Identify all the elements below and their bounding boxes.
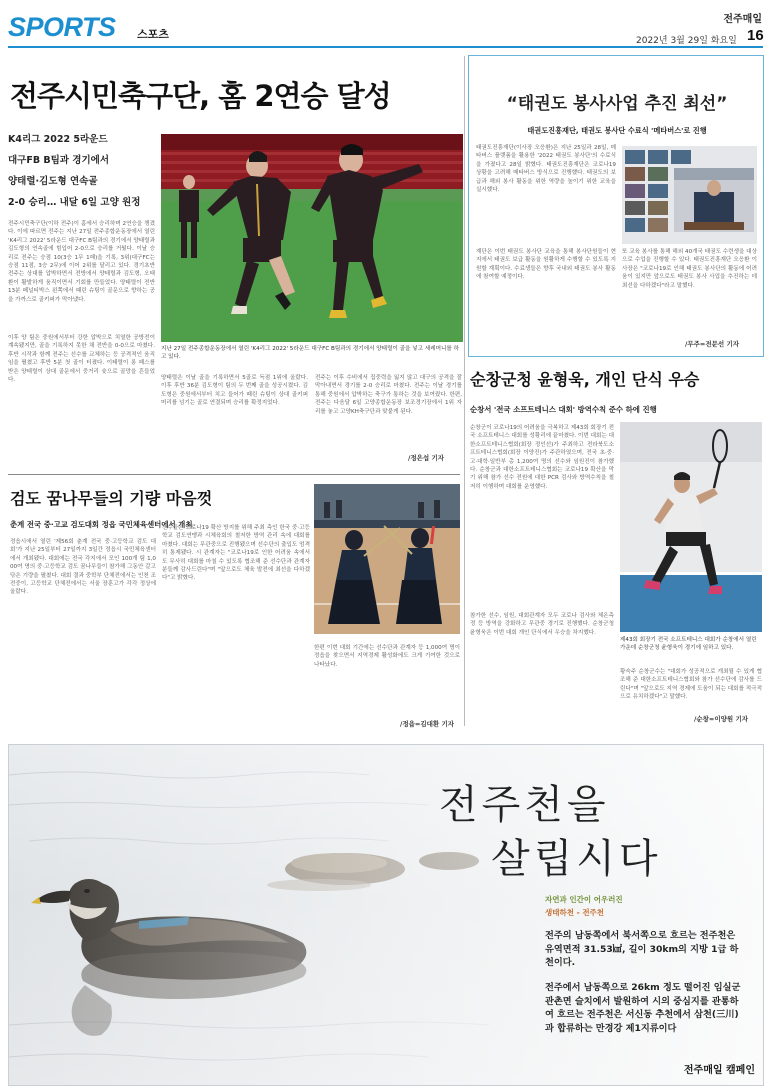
subheadline: 순창서 '전국 소프트테니스 대회' 방역수칙 준수 하에 진행 (470, 405, 657, 414)
subheadline: 2-0 승리… 내달 6일 고양 원정 (8, 197, 141, 208)
article-body: 순창군이 코로나19의 어려움을 극복하고 제43회 회장기 전국 소프트테니스 대회를 성황리에 끝마쳤다. 이번 대회는 대한소프트테니스협회(회장 정인선)가 주최하고 전라북도소프트테니스협회(회장 이양진)가 주관하였으며, 전국 초·중·고·대학·일반부 총 1,200여 명의 선수와 임원진이 참가했다. 순창군과 대한소프트테니스협회는 코로나19 확산을 막기 위해 참가 선수 전원에 대한 PCR 검사와 방역수칙을 철저히 이행하며 대회를 운영했다. (470, 425, 614, 490)
masthead (0, 0, 770, 50)
subheadline: 대구FB B팀과 경기에서 (8, 155, 110, 166)
campaign-banner (8, 744, 764, 1086)
byline: /정읍=김대환 기자 (400, 720, 455, 728)
campaign-tagline: 자연과 인간이 어우러진 (545, 895, 623, 904)
article-body: 참가한 선수, 임원, 대회관계자 모두 코로나 검사와 체온측정 등 방역을 강화하고 무관중 경기로 진행했다. 순창군청 윤형욱은 이번 대회 개인 단식에서 우승을 차지했다. (470, 613, 614, 636)
article-headline: 순창군청 윤형욱, 개인 단식 우승 (470, 370, 700, 389)
article-headline: 검도 꿈나무들의 기량 마음껏 (10, 489, 213, 508)
byline: /무주=전문선 기자 (685, 340, 740, 348)
tennis-photo (620, 422, 762, 632)
section-title-en: SPORTS (8, 12, 116, 42)
campaign-footer: 전주매일 캠페인 (683, 1065, 755, 1076)
campaign-paragraph: 전주에서 남동쪽으로 26km 정도 떨어진 임실군 관촌면 슬치에서 발원하여 시의 중심지를 관통하여 흐르는 전주천은 서신동 추천에서 삼천(三川)과 합류하는 만경강 제1지류이다 (545, 982, 741, 1034)
article-body: 태권도진흥재단(이사장 오응환)은 지난 25일과 28일, 메타버스 플랫폼을 활용한 '2022 태권도 봉사단'의 수료식을 가졌다고 28일 밝혔다. 태권도진흥재단은 코로나19 상황을 고려해 메타버스 방식으로 진행했다. 태권도의 보급과 해외 봉사 활동을 위한 역량을 높이기 위한 교육을 실시했다. (476, 145, 616, 194)
article-body: 전주시민축구단(이하 전주)이 홈에서 승리하며 2연승을 챙겼다. 이에 따르면 전주는 지난 27일 전주종합운동장에서 열린 'K4리그 2022' 5라운드 대구FC B팀과의 경기에서 양태렬과 김도형의 연속골에 힘입어 2-0으로 승리를 거뒀다. 이날 승리로 전주는 승점 10(3승 1무 1패)을 기록, 3위(대구FC는 승점 11점, 3승 2무)에 이어 2위를 달리고 있다. 경기초반 전주는 상대를 압박하면서 전방에서 양태렬과 김도형, 오태환이 활발하게 움직이면서 기회를 만들었다. 양태렬이 전반 13분 페널티박스 왼쪽에서 때린 슈팅이 골문으로 향하는 공을 가까스로 골키퍼가 막아냈다. (8, 221, 155, 303)
byline: /정은섭 기자 (408, 454, 445, 462)
issue-date: 2022년 3월 29일 화요일 (636, 36, 737, 46)
article-body: 양태렬은 이날 골을 기록하면서 5골로 득점 1위에 올랐다. 이후 후반 36분 김도형이 팀의 두 번째 골을 성공시켰다. 김도형은 중원에서부터 치고 들어가 때린 슈팅이 상대 골키퍼 머리를 넘기는 골로 연결되며 승리를 확정지었다. (161, 375, 308, 407)
photo-caption: 제43회 회장기 전국 소프트테니스 대회가 순창에서 열린 가운데 순창군청 윤형욱이 경기에 임하고 있다. (620, 637, 757, 651)
article-kendo (8, 476, 460, 730)
column-divider (464, 56, 465, 726)
article-body: 또 교육 봉사를 통해 해외 40개국 태권도 수련생을 대상으로 수업을 진행할 수 있다. 태권도진흥재단 오응환 이사장은 "코로나19로 인해 태권도 봉사단의 활동에 어려움이 있지만 앞으로도 태권도 봉사 사업을 추진하는 데 최선을 다하겠다"라고 말했다. (622, 249, 757, 289)
campaign-title: 전주천을 (439, 782, 610, 828)
masthead-rule (8, 46, 763, 48)
photo-caption: 지난 27일 전주종합운동장에서 열린 'K4리그 2022' 5라운드 대구FC B팀과의 경기에서 양태렬이 골을 넣고 세레머니를 하고 있다. (161, 346, 460, 360)
article-football (8, 52, 460, 472)
section-title-kr: 스포츠 (137, 28, 169, 41)
article-body: 황숙주 순창군수는 "대회가 성공적으로 개최될 수 있게 협조해 준 대한소프트테니스협회와 참가 선수단에 감사를 드린다"며 "앞으로도 지역 경제에 도움이 되는 대회를 적극적으로 유치하겠다"고 말했다. (620, 669, 762, 701)
article-headline: 전주시민축구단, 홈 2연승 달성 (10, 79, 391, 113)
campaign-paragraph: 전주의 남동쪽에서 북서쪽으로 흐르는 전주천은 유역면적 31.53㎢, 길이 30km의 지방 1급 하천이다. (545, 930, 739, 968)
article-body: 재단은 이번 태권도 봉사단 교육을 통해 봉사단원들이 현지에서 태권도 보급 활동을 원활하게 수행할 수 있도록 지원할 계획이다. 수료생들은 향후 국내외 태권도 봉사 활동에 참여할 예정이다. (476, 249, 616, 281)
article-softtennis (468, 360, 764, 726)
article-body: 한편 이번 대회 기간에는 선수단과 관계자 등 1,000여 명이 정읍을 찾으면서 지역경제 활성화에도 크게 기여한 것으로 나타났다. (314, 645, 460, 668)
article-body: 선수들은 코로나19 확산 방지를 위해 주최 측인 한국 중·고등학교 검도연맹과 시체육회의 철저한 방역 관리 속에 대회를 마쳤다. 대회는 무관중으로 진행됐으며 선수단의 출입도 엄격히 통제됐다. 시 관계자는 "코로나19로 인한 어려움 속에서도 무사히 대회를 마칠 수 있도록 협조해 준 선수단과 관계자분들께 감사드린다"며 "앞으로도 체육 발전에 최선을 다하겠다"고 밝혔다. (162, 525, 310, 582)
article-body: 이후 양 팀은 중원에서부터 강한 압박으로 치열한 공방전이 계속됐지만, 골을 기록하지 못한 채 전반을 0-0으로 마쳤다. 후반 시작과 함께 전주는 선수를 교체하는 등 공격적인 움직임을 펼쳤고 후반 5분 첫 골이 터졌다. 이태렬이 롱 패스를 받은 양태렬이 상대 골문에서 중거리 슛으로 골망을 흔들었다. (8, 335, 155, 384)
football-photo (161, 134, 463, 342)
subheadline: K4리그 2022 5라운드 (8, 134, 108, 145)
byline: /순창=이양원 기자 (694, 715, 749, 723)
metaverse-photo (622, 146, 757, 244)
subheadline: 춘계 전국 중·고교 검도대회 정읍 국민체육센터에서 개최 (10, 520, 193, 529)
campaign-tagline: 생태하천 - 전주천 (545, 908, 605, 917)
article-taekwondo (468, 55, 764, 357)
paper-name: 전주매일 (723, 14, 762, 25)
article-body: 정읍시에서 열린 '제56회 춘계 전국 중·고등학교 검도 대회'가 지난 25일부터 27일까지 3일간 정읍시 국민체육센터에서 개최됐다. 대회에는 전국 각지에서 모인 100개 팀 1,000여 명의 중·고등학교 검도 꿈나무들이 참가해 그동안 갈고닦은 기량을 펼쳤다. 대회 결과 중학부 단체전에서는 인천 조전중이, 고등학교 단체전에서는 서울 장훈고가 각각 정상에 올랐다. (10, 539, 156, 596)
kendo-photo (314, 484, 460, 634)
campaign-title: 살립시다 (491, 836, 662, 882)
article-body: 전주는 이후 수비에서 집중력을 잃지 않고 대구의 공격을 잘 막아내면서 경기를 2-0 승리로 마쳤다. 전주는 이날 경기를 통해 중원에서 압박하는 축구가 통하는 것을 보여줬다. 한편, 전주는 다음달 6일 고양종합운동장 보조경기장에서 1위 자리를 놓고 고양KH축구단과 맞붙게 된다. (315, 375, 462, 415)
page-number: 16 (747, 27, 764, 44)
article-headline: “태권도 봉사사업 추진 최선” (506, 94, 728, 114)
subheadline: 양태렬·김도형 연속골 (8, 176, 98, 187)
section-divider (8, 474, 460, 475)
subheadline: 태권도진흥재단, 태권도 봉사단 수료식 '메타버스'로 진행 (527, 126, 707, 135)
